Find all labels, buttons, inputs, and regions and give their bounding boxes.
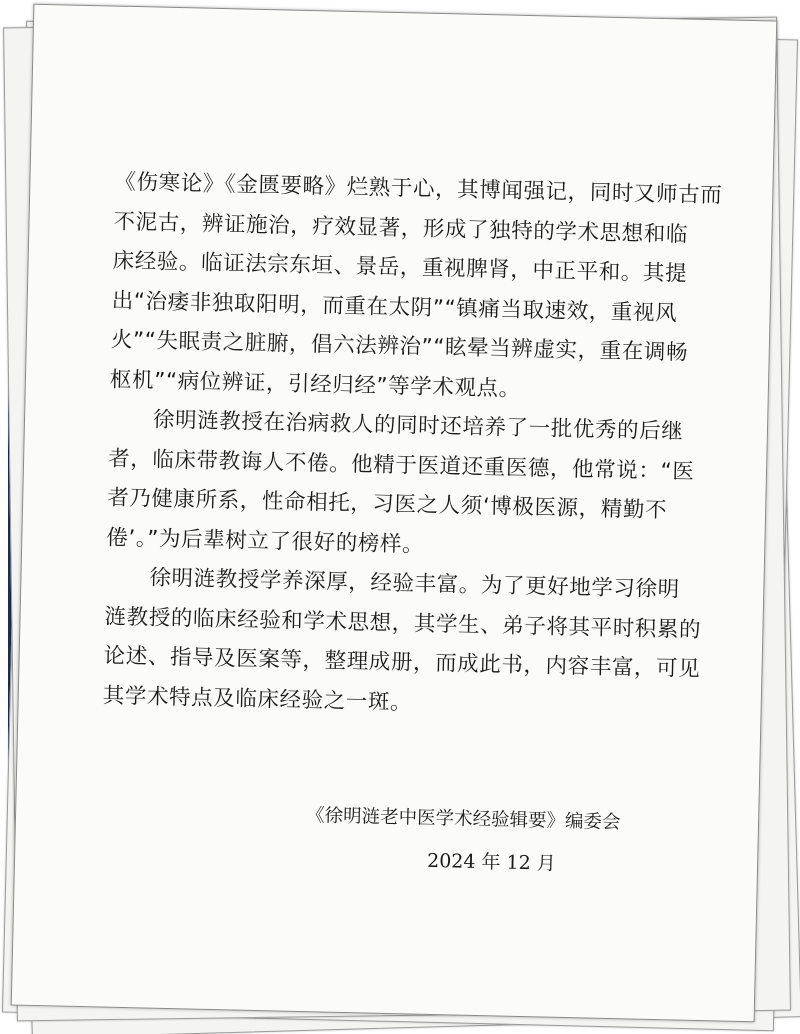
- text-line: 出“治痿非独取阳明，而重在太阴”“镇痛当取速效，重视风: [111, 288, 678, 326]
- text-line: 徐明涟教授学养深厚，经验丰富。为了更好地学习徐明: [149, 565, 681, 603]
- text-line: 者，临床带教诲人不倦。他精于医道还重医德，他常说：“医: [107, 446, 695, 485]
- text-line: 徐明涟教授在治病救人的同时还培养了一批优秀的后继: [152, 407, 684, 445]
- text-line: 论述、指导及医案等，整理成册，而成此书，内容丰富，可见: [103, 643, 701, 682]
- signature-editorial-board: 《徐明涟老中医学术经验辑要》编委会: [305, 805, 621, 834]
- signature-date: 2024 年 12 月: [426, 849, 556, 875]
- text-line: 倦’。”为后辈树立了很好的榜样。: [106, 524, 425, 558]
- text-line: 其学术特点及临床经验之一斑。: [102, 682, 413, 715]
- text-line: 者乃健康所系，性命相托，习医之人须‘博极医源，精勤不: [106, 485, 668, 524]
- text-line: 不泥古，辨证施治，疗效显著，形成了独特的学术思想和临: [113, 209, 689, 248]
- document-page: [11, 4, 778, 1023]
- body-text: [102, 163, 723, 729]
- text-line: 《伤寒论》《金匮要略》烂熟于心，其博闻强记，同时又师古而: [114, 169, 723, 209]
- text-line: 火”“失眠责之脏腑，倡六法辨治”“眩晕当辨虚实，重在调畅: [110, 327, 689, 366]
- text-line: 床经验。临证法宗东垣、景岳，重视脾肾，中正平和。其提: [112, 248, 688, 287]
- text-line: 枢机”“病位辨证，引经归经”等学术观点。: [109, 367, 522, 402]
- text-line: 涟教授的临床经验和学术思想，其学生、弟子将其平时积累的: [104, 603, 702, 643]
